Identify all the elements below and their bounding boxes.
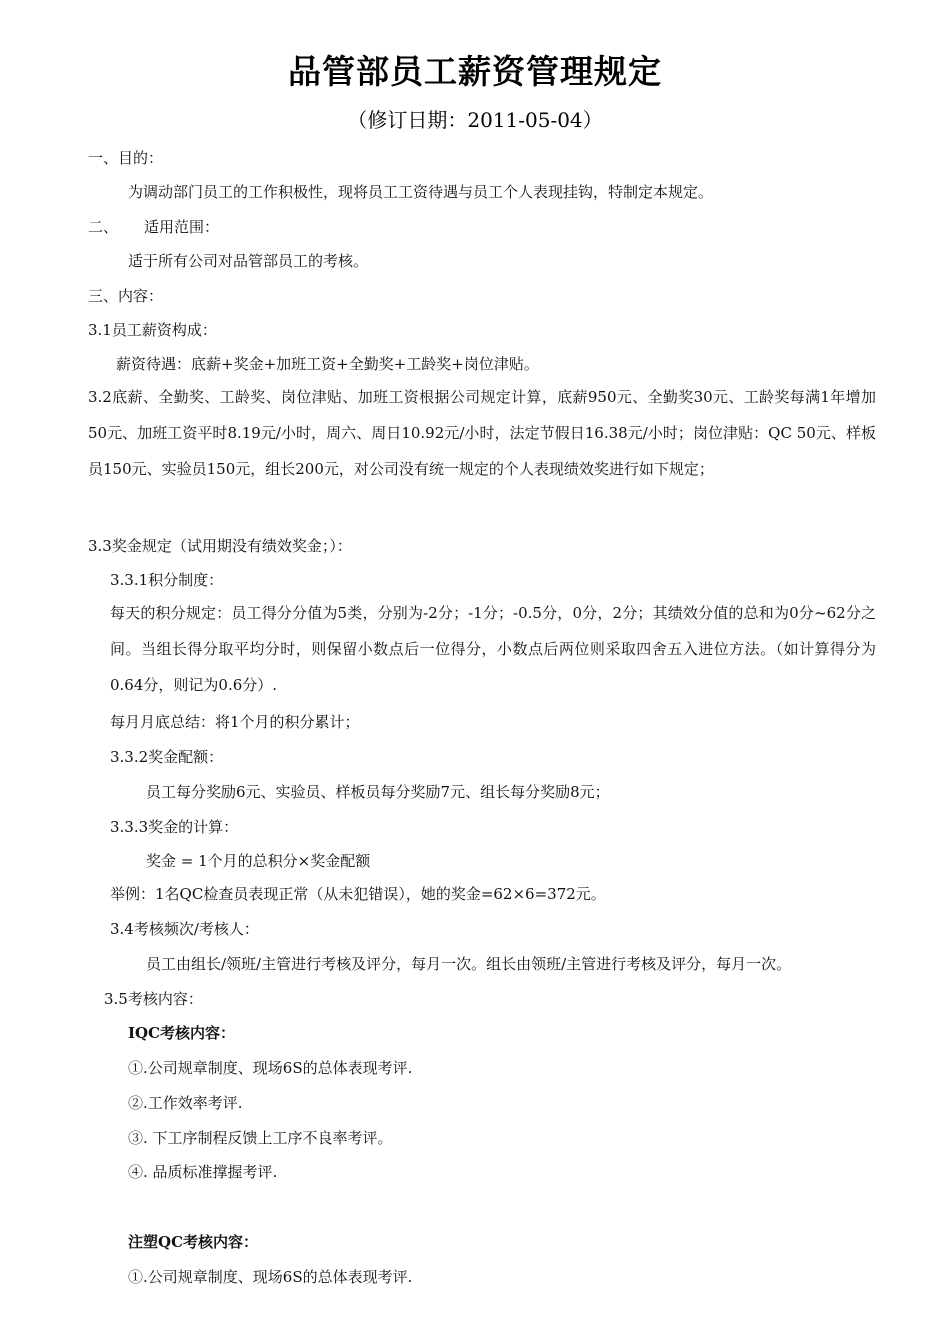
section-3-3-3-example: 举例：1名QC检查员表现正常（从未犯错误），她的奖金=62×6=372元。	[110, 885, 606, 903]
section-2-heading: 适用范围：	[144, 218, 220, 236]
section-3-5-heading: 3.5考核内容：	[104, 990, 203, 1008]
section-2-body: 适于所有公司对品管部员工的考核。	[128, 252, 369, 270]
section-3-1-body: 薪资待遇：底薪+奖金+加班工资+全勤奖+工龄奖+岗位津贴。	[116, 355, 539, 373]
section-1-heading: 一、目的：	[88, 149, 164, 167]
section-3-4-body: 员工由组长/领班/主管进行考核及评分，每月一次。组长由领班/主管进行考核及评分，每月一次。	[146, 955, 792, 973]
revision-date: （修订日期：2011-05-04）	[347, 108, 603, 132]
section-3-3-2-body: 员工每分奖励6元、实验员、样板员每分奖励7元、组长每分奖励8元；	[146, 783, 610, 801]
iqc-item: ③. 下工序制程反馈上工序不良率考评。	[128, 1129, 393, 1147]
section-3-3-3-formula: 奖金 = 1个月的总积分×奖金配额	[146, 852, 371, 870]
section-3-2-body: 3.2底薪、全勤奖、工龄奖、岗位津贴、加班工资根据公司规定计算，底薪950元、全勤奖30元、工龄奖每满1年增加50元、加班工资平时8.19元/小时，周六、周日10.92元/小时，法定节假日16.38元/小时；岗位津贴：QC 50元、样板员150元、实验员150元，组长200元，对公司没有统一规定的个人表现绩效奖进行如下规定；	[88, 388, 876, 478]
section-3-heading: 三、内容：	[88, 287, 164, 305]
iqc-item: ②.工作效率考评.	[128, 1094, 243, 1112]
iqc-item: ④. 品质标准撑握考评.	[128, 1163, 278, 1181]
section-1-body: 为调动部门员工的工作积极性，现将员工工资待遇与员工个人表现挂钩，特制定本规定。	[128, 183, 714, 201]
section-3-3-1-heading: 3.3.1积分制度：	[110, 571, 224, 589]
section-3-3-heading: 3.3奖金规定（试用期没有绩效奖金；）：	[88, 537, 352, 555]
molding-qc-item: ①.公司规章制度、现场6S的总体表现考评.	[128, 1268, 413, 1286]
section-3-3-1-monthly: 每月月底总结：将1个月的积分累计；	[110, 713, 360, 731]
section-3-3-3-heading: 3.3.3奖金的计算：	[110, 818, 239, 836]
iqc-heading: IQC考核内容：	[128, 1024, 236, 1042]
section-3-1-heading: 3.1员工薪资构成：	[88, 321, 217, 339]
section-3-3-1-body: 每天的积分规定：员工得分分值为5类，分别为-2分；-1分；-0.5分，0分，2分；其绩效分值的总和为0分~62分之间。当组长得分取平均分时，则保留小数点后一位得分，小数点后两位则采取四舍五入进位方法。（如计算得分为0.64分，则记为0.6分）.	[110, 604, 876, 694]
section-2-number: 二、	[88, 218, 119, 236]
section-3-3-2-heading: 3.3.2奖金配额：	[110, 748, 224, 766]
molding-qc-heading: 注塑QC考核内容：	[128, 1233, 259, 1251]
iqc-item: ①.公司规章制度、现场6S的总体表现考评.	[128, 1059, 413, 1077]
section-3-4-heading: 3.4考核频次/考核人：	[110, 920, 259, 938]
document-title: 品管部员工薪资管理规定	[288, 52, 662, 91]
